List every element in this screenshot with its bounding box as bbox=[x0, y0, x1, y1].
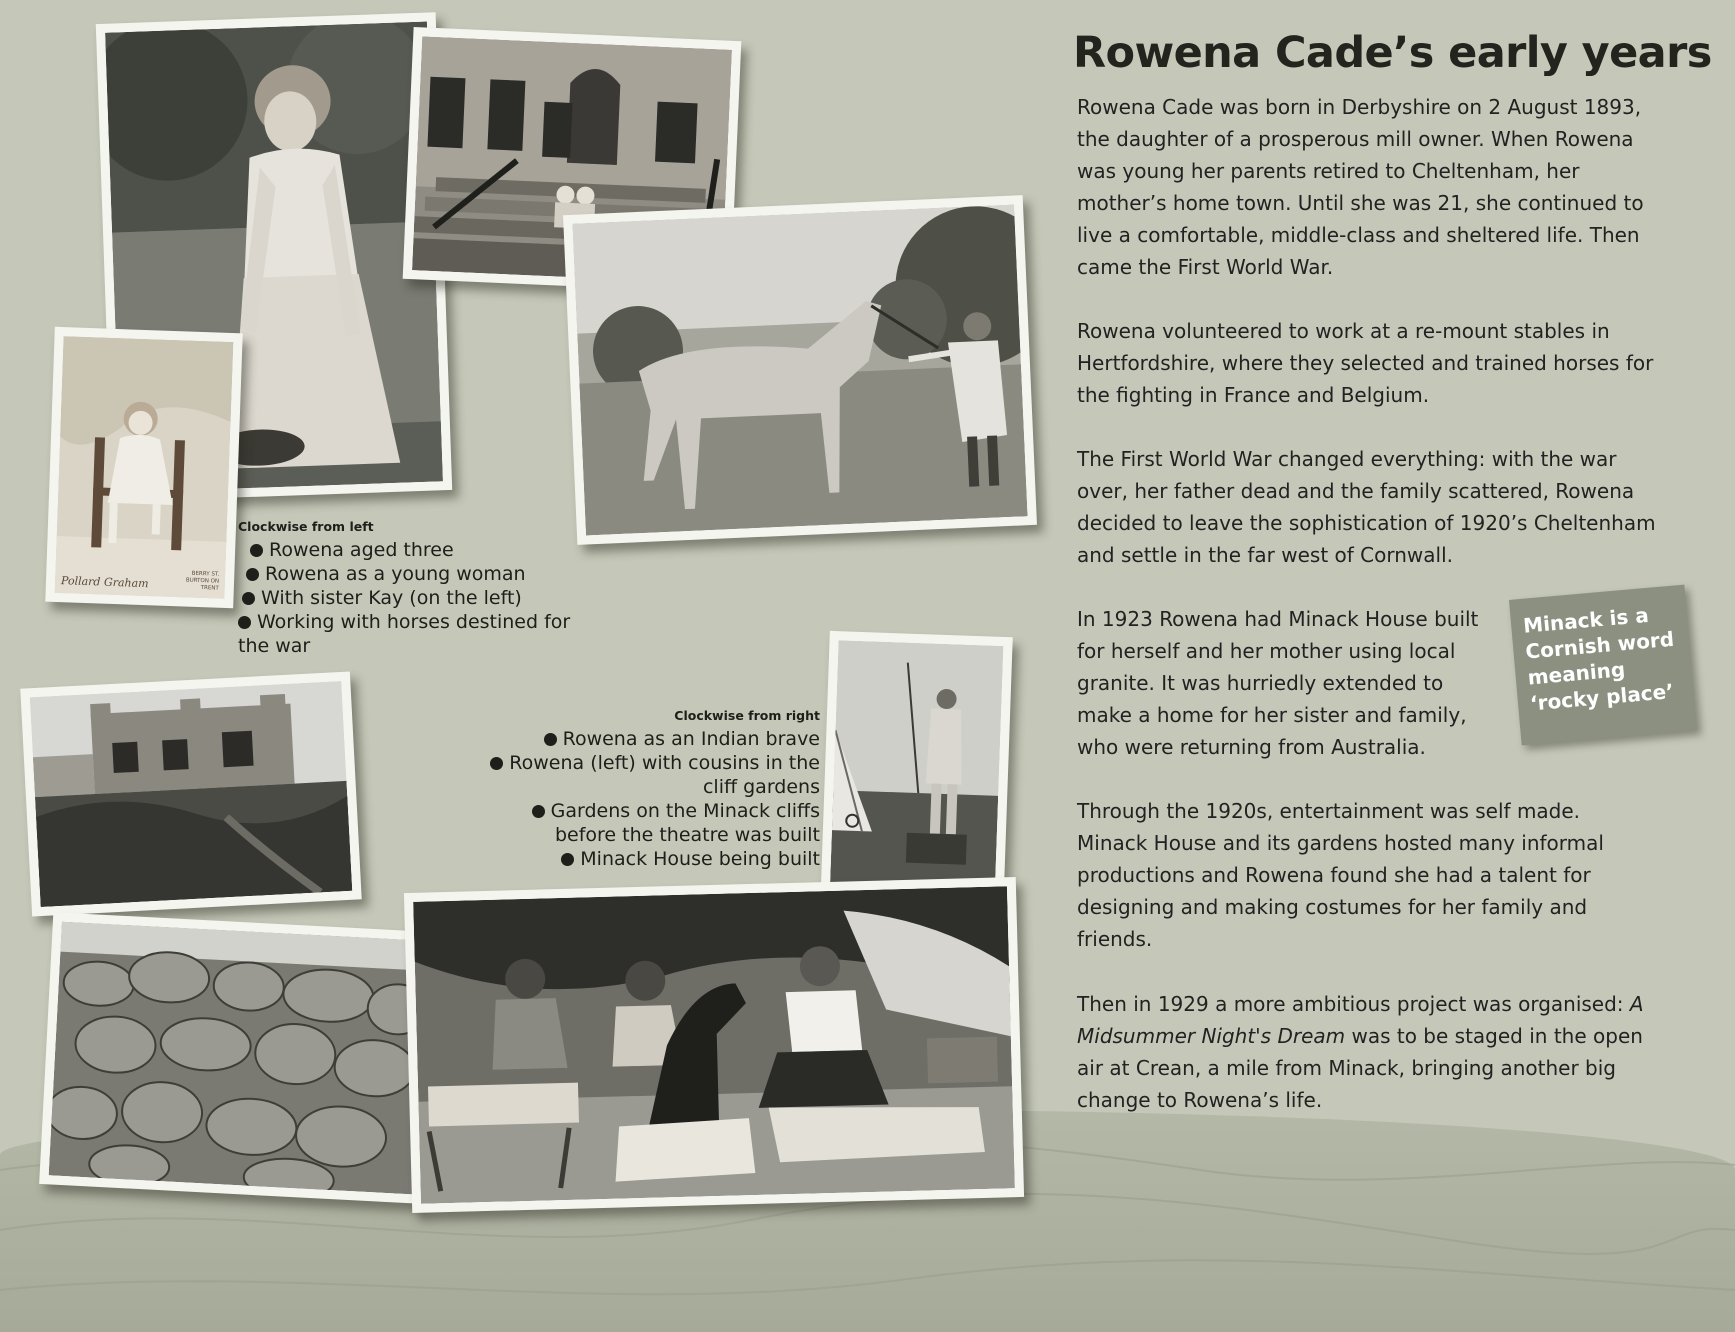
paragraph-entertainment: Through the 1920s, entertainment was self made. Minack House and its gardens hosted many informal productions and Rowena found she had a talent for designing and making costumes for her family and friends. bbox=[1077, 799, 1604, 951]
photo-working-with-horses bbox=[563, 195, 1037, 545]
caption-heading: Clockwise from left bbox=[238, 519, 374, 534]
caption-item: Gardens on the Minack cliffs before the theatre was built bbox=[420, 799, 820, 847]
caption-clockwise-from-right bbox=[420, 707, 820, 871]
bullet-icon bbox=[238, 616, 251, 629]
bullet-icon bbox=[561, 853, 574, 866]
bullet-icon bbox=[242, 592, 255, 605]
caption-item: Rowena as a young woman bbox=[238, 562, 598, 586]
bullet-icon bbox=[532, 805, 545, 818]
play-title: A Midsummer Night's Dream bbox=[1077, 992, 1644, 1048]
paragraph-midsummer-nights-dream: Then in 1929 a more ambitious project was organised: A Midsummer Night's Dream was to be staged in the open air at Crean, a mile from Minack, bringing another big change to Rowena’s life. bbox=[1077, 992, 1644, 1112]
photo-gardens-on-minack-cliffs bbox=[39, 912, 435, 1204]
caption-item: Rowena aged three bbox=[238, 538, 598, 562]
caption-heading: Clockwise from right bbox=[674, 708, 820, 723]
paragraph-first-world-war: The First World War changed everything: with the war over, her father dead and the family scattered, Rowena decided to leave the sophistication of 1920’s Cheltenham and settle in the far west of Cornwall. bbox=[1077, 447, 1656, 567]
bullet-icon bbox=[490, 757, 503, 770]
caption-item: Working with horses destined for the war bbox=[238, 611, 571, 657]
photo-rowena-with-cousins bbox=[404, 877, 1024, 1213]
caption-list bbox=[238, 538, 598, 658]
callout-minack-meaning: Minack is a Cornish word meaning ‘rocky place’ bbox=[1509, 585, 1697, 746]
caption-item: Rowena (left) with cousins in the cliff gardens bbox=[420, 751, 820, 799]
caption-clockwise-from-left bbox=[238, 518, 598, 658]
caption-item: With sister Kay (on the left) bbox=[238, 586, 598, 610]
photo-rowena-aged-three bbox=[45, 327, 242, 608]
caption-item: Minack House being built bbox=[420, 847, 820, 871]
caption-list bbox=[420, 727, 820, 871]
caption-item: Rowena as an Indian brave bbox=[420, 727, 820, 751]
paragraph-birth: Rowena Cade was born in Derbyshire on 2 August 1893, the daughter of a prosperous mill owner. When Rowena was young her parents retired to Cheltenham, her mother’s home town. Until she was 21, she continued to live a comfortable, middle-class and sheltered life. Then came the First World War. bbox=[1077, 95, 1644, 279]
paragraph-minack-house: In 1923 Rowena had Minack House built for herself and her mother using local granite. It was hurriedly extended to make a home for her sister and family, who were returning from Australia. bbox=[1077, 607, 1479, 759]
page-title: Rowena Cade’s early years bbox=[1073, 28, 1712, 78]
photo-minack-house-being-built bbox=[20, 672, 361, 917]
studio-imprint: Pollard Graham BERRY ST. BURTON ON TRENT bbox=[60, 570, 220, 592]
bullet-icon bbox=[250, 544, 263, 557]
bullet-icon bbox=[544, 733, 557, 746]
paragraph-remount-stables: Rowena volunteered to work at a re-mount stables in Hertfordshire, where they selected and trained horses for the fighting in France and Belgium. bbox=[1077, 319, 1654, 407]
photo-rowena-as-indian-brave bbox=[820, 631, 1013, 913]
bullet-icon bbox=[246, 568, 259, 581]
